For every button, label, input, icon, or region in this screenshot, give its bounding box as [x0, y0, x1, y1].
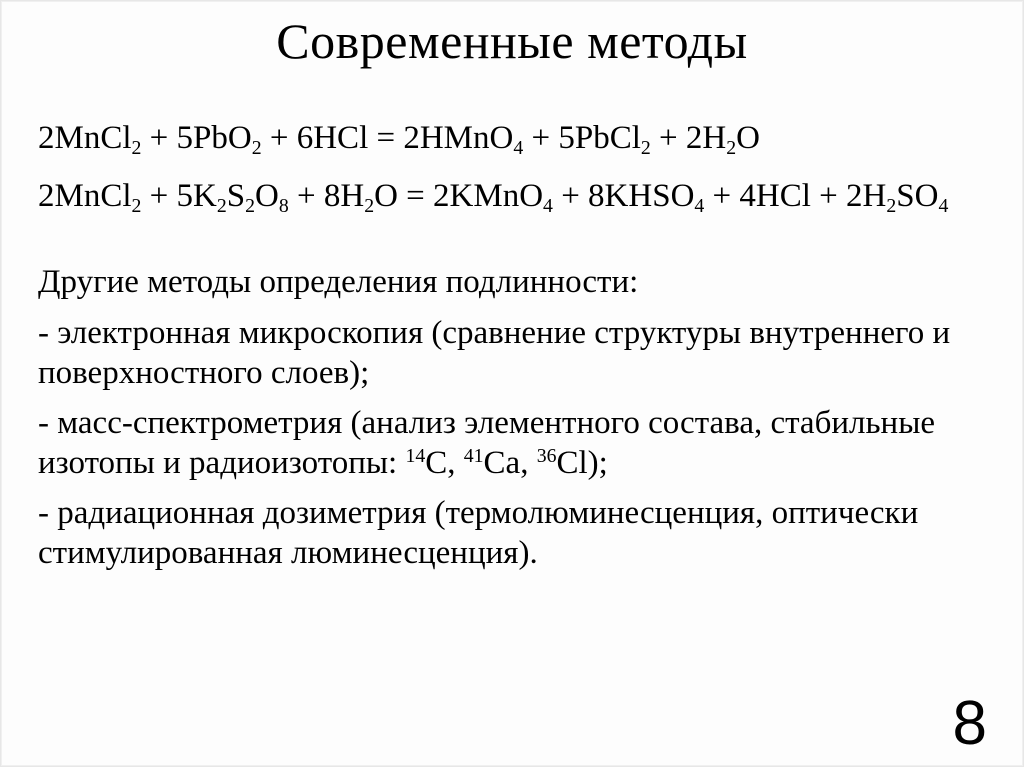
bullet-electron-microscopy: - электронная микроскопия (сравнение структуры внутреннего и поверхностного слоев); [38, 315, 951, 391]
body-heading: Другие методы определения подлинности: [38, 264, 639, 300]
chemical-equation-2: 2MnCl$_2$ + $5K_2S_2O_8 + 8H_2O$ = 2KMnO$_4$ + $8KHSO_4 + 4HCl + 2H_2SO_4$ [38, 178, 949, 217]
slide-title: Современные методы [276, 13, 748, 69]
bullet-radiation-dosimetry: - радиационная дозиметрия (термолюминесценция, оптически стимулированная люминесценция). [38, 495, 919, 571]
chemical-equation-1: 2MnCl$_2$ + 5PbO$_2$ + 6HCl = 2HMnO$_4$ + 5PbCl$_2$ + $2H_2O$ [38, 120, 760, 159]
bullet-mass-spectrometry: - масс-спектрометрия (анализ элементного состава, стабильные изотопы и радиоизотопы: $^{14}$C, $^{41}$Ca, $^{36}$Cl); [38, 405, 936, 481]
page-number: 8 [952, 689, 987, 758]
